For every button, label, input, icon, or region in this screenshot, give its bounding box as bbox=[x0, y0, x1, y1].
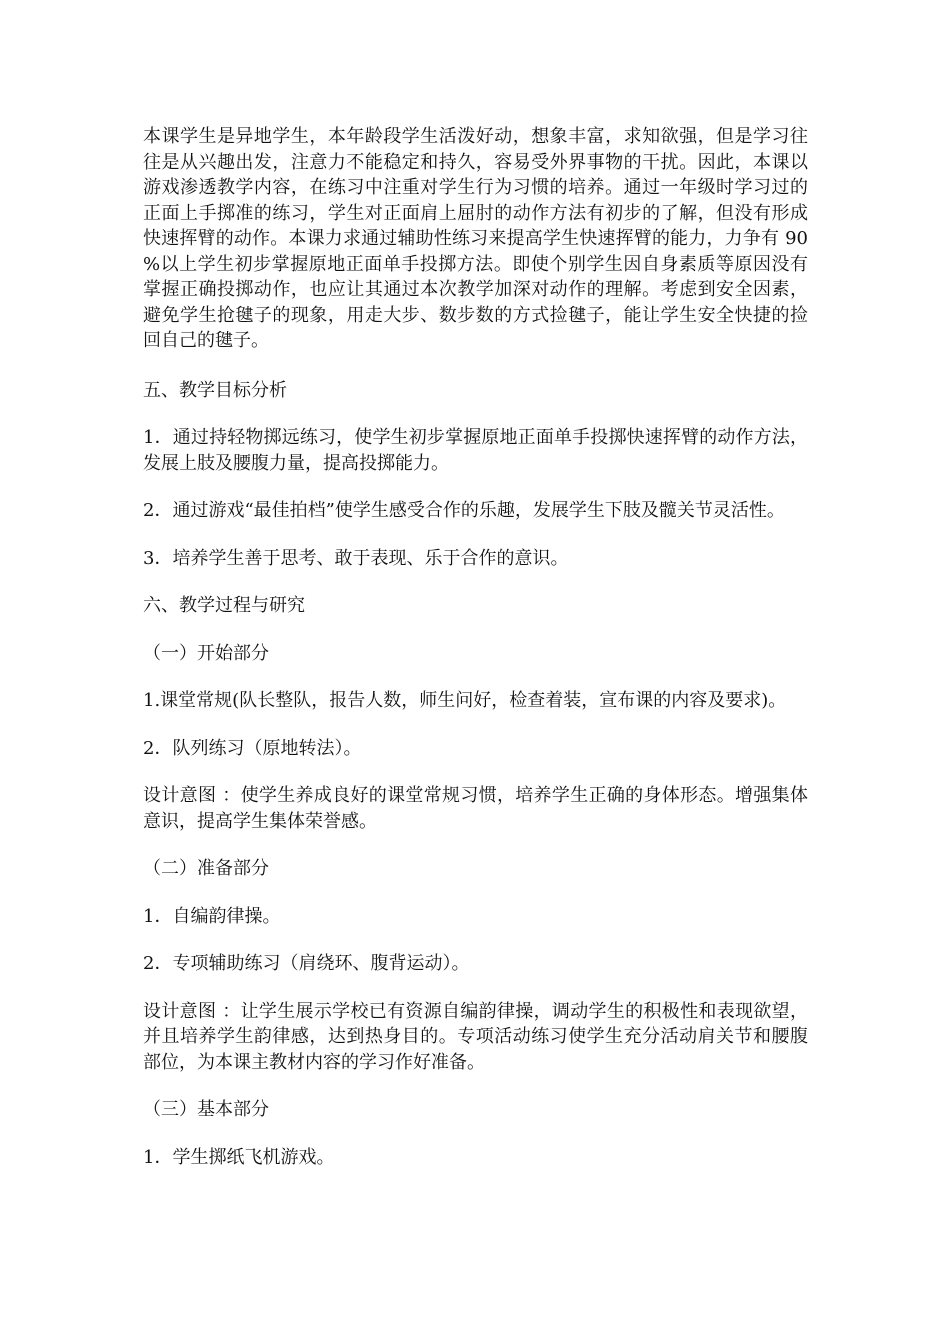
goal-item-1: 1．通过持轻物掷远练习，使学生初步掌握原地正面单手投掷快速挥臂的动作方法，发展上肢及腰腹力量，提高投掷能力。 bbox=[143, 427, 808, 474]
start-item-1: 1.课堂常规(队长整队，报告人数，师生问好，检查着装，宣布课的内容及要求)。 bbox=[143, 690, 787, 711]
start-item-2: 2．队列练习（原地转法）。 bbox=[143, 737, 362, 759]
section-heading-process: 六、教学过程与研究 bbox=[143, 595, 305, 616]
goal-item-3: 3．培养学生善于思考、敢于表现、乐于合作的意识。 bbox=[143, 547, 569, 569]
subsection-heading-start: （一）开始部分 bbox=[143, 642, 269, 664]
document-page bbox=[143, 124, 808, 1192]
prep-item-1: 1．自编韵律操。 bbox=[143, 905, 281, 927]
design-intent-start: 设计意图 ：使学生养成良好的课堂常规习惯，培养学生正确的身体形态。增强集体意识，提高学生集体荣誉感。 bbox=[143, 785, 808, 832]
basic-item-1: 1．学生掷纸飞机游戏。 bbox=[143, 1146, 335, 1168]
prep-item-2: 2．专项辅助练习（肩绕环、腹背运动）。 bbox=[143, 953, 470, 974]
intro-paragraph: 本课学生是异地学生，本年龄段学生活泼好动，想象丰富，求知欲强，但是学习往往是从兴趣出发，注意力不能稳定和持久，容易受外界事物的干扰。因此，本课以游戏渗透教学内容，在练习中注重对学生行为习惯的培养。通过一年级时学习过的正面上手掷准的练习，学生对正面肩上屈肘的动作方法有初步的了解，但没有形成快速挥臂的动作。本课力求通过辅助性练习来提高学生快速挥臂的能力，力争有 90 %以上学生初步掌握原地正面单手投掷方法。即使个别学生因自身素质等原因没有掌握正确投掷动作，也应让其通过本次教学加深对动作的理解。考虑到安全因素，避免学生抢毽子的现象，用走大步、数步数的方式捡毽子，能让学生安全快捷的捡回自己的毽子。 bbox=[143, 126, 808, 351]
subsection-heading-prep: （二）准备部分 bbox=[143, 858, 269, 879]
subsection-heading-basic: （三）基本部分 bbox=[143, 1099, 269, 1120]
section-heading-goals: 五、教学目标分析 bbox=[143, 379, 287, 401]
design-intent-prep: 设计意图 ：让学生展示学校已有资源自编韵律操，调动学生的积极性和表现欲望，并且培养学生韵律感，达到热身目的。专项活动练习使学生充分活动肩关节和腰腹部位，为本课主教材内容的学习作好准备。 bbox=[143, 1000, 808, 1073]
goal-item-2: 2．通过游戏“最佳拍档”使学生感受合作的乐趣，发展学生下肢及髋关节灵活性。 bbox=[143, 500, 785, 521]
